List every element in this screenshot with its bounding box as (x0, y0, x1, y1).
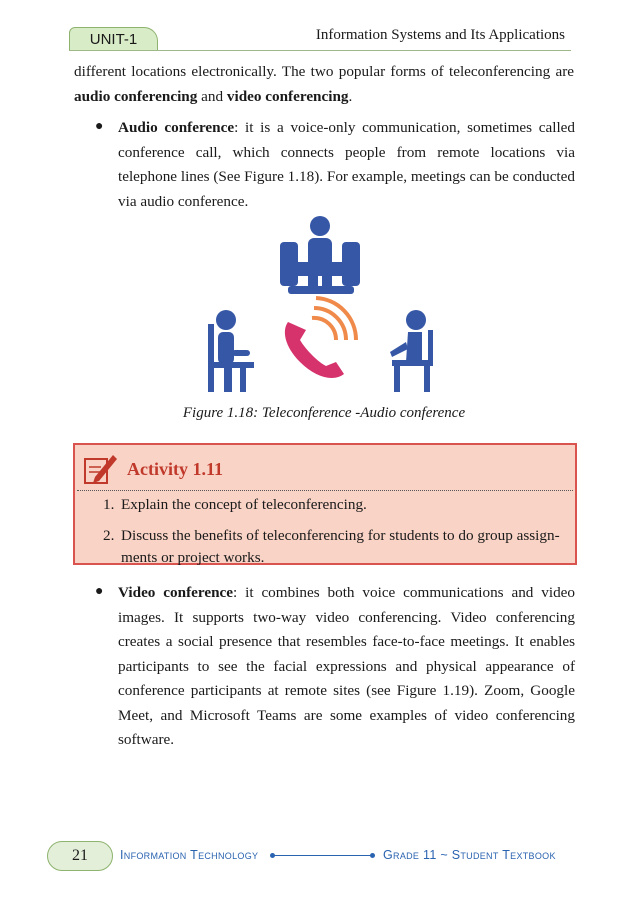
page-number: 21 (47, 841, 113, 871)
bullet-audio-conference (118, 116, 575, 214)
activity-box (73, 443, 577, 565)
bullet-marker-video: ● (95, 584, 104, 599)
bullet-video-conference (118, 581, 575, 753)
person-chair-right-icon (390, 310, 433, 392)
activity-item-number: 1. (103, 496, 115, 513)
pencil-note-icon (79, 449, 119, 487)
audio-conference-figure (196, 212, 436, 402)
activity-item-number: 2. (103, 527, 115, 544)
intro-term-audio: audio conferencing (74, 87, 198, 105)
activity-item-text: Discuss the benefits of teleconferencing for students to do group assign-ments or project works. (121, 527, 560, 566)
activity-divider (77, 490, 573, 491)
footer-grade: Grade 11 ~ Student Textbook (383, 848, 556, 862)
footer-subject: Information Technology (120, 848, 259, 862)
bullet-body-video: : it combines both voice communications and video images. It supports two-way video conferencing. Video conferencing creates a social presence that resembles face-to-face meetings. It enables participants to see the facial expressions and physical appearance of conference participants at remote sites (see Figure 1.19). Zoom, Google Meet, and Microsoft Teams are some examples of video conferencing software. (118, 584, 576, 748)
intro-text-3: . (348, 87, 353, 105)
bullet-term-video: Video conference (118, 584, 234, 601)
unit-tab: UNIT-1 (69, 27, 158, 51)
intro-text-2: and (197, 87, 227, 105)
activity-item-text: Explain the concept of teleconferencing. (121, 496, 367, 513)
intro-text-1: different locations electronically. The two popular forms of teleconferencing are (74, 63, 574, 80)
intro-paragraph (74, 60, 574, 109)
bullet-term-audio: Audio conference (118, 119, 235, 136)
running-header-title: Information Systems and Its Applications (315, 27, 565, 43)
figure-caption: Figure 1.18: Teleconference -Audio conference (182, 405, 466, 421)
footer-rule (272, 855, 372, 856)
footer-dot-right (370, 853, 375, 858)
header-rule (69, 50, 571, 51)
person-chair-left-icon (208, 310, 254, 392)
bullet-marker-audio: ● (95, 119, 104, 134)
person-sofa-icon (280, 216, 360, 294)
activity-title: Activity 1.11 (127, 459, 223, 479)
phone-call-icon (285, 298, 356, 378)
intro-term-video: video conferencing (226, 87, 349, 105)
bullet-body-audio: : it is a voice-only communication, sometimes called conference call, which connects people from remote locations via telephone lines (See Figure 1.18). For example, meetings can be conducted via audio conference. (118, 119, 576, 210)
